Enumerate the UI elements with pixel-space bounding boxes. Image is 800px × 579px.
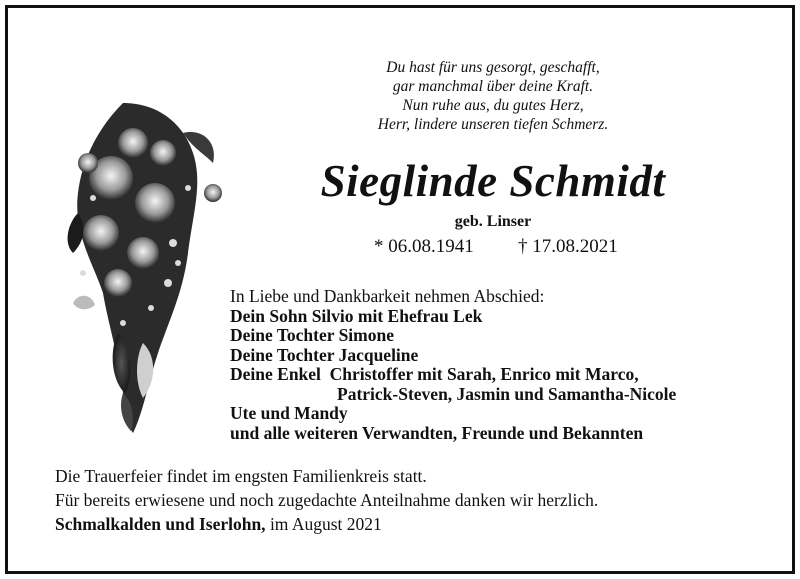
mourners-intro: In Liebe und Dankbarkeit nehmen Abschied: bbox=[230, 286, 545, 306]
mourner-line: Deine Enkel Christoffer mit Sarah, Enrico mit Marco, bbox=[230, 364, 639, 384]
maiden-name: geb. Linser bbox=[454, 213, 532, 230]
poem-line: Herr, lindere unseren tiefen Schmerz. bbox=[377, 116, 609, 133]
poem-line: gar manchmal über deine Kraft. bbox=[392, 78, 594, 95]
poem-line: Du hast für uns gesorgt, geschafft, bbox=[386, 59, 600, 76]
mourners-list bbox=[230, 287, 676, 443]
mourner-line: Patrick-Steven, Jasmin und Samantha-Nicole bbox=[337, 383, 677, 404]
birth-date: * 06.08.1941 bbox=[374, 236, 474, 257]
mourner-line: Deine Tochter Jacqueline bbox=[230, 344, 419, 365]
funeral-notice: Die Trauerfeier findet im engsten Familienkreis statt. bbox=[55, 466, 427, 486]
mourner-line: und alle weiteren Verwandten, Freunde und Bekannten bbox=[230, 422, 644, 443]
flower-bouquet-icon bbox=[63, 93, 228, 438]
obituary-frame bbox=[5, 5, 795, 574]
mourner-line: Deine Tochter Simone bbox=[230, 325, 394, 345]
mourner-line: Dein Sohn Silvio mit Ehefrau Lek bbox=[230, 305, 483, 326]
date: im August 2021 bbox=[265, 514, 382, 534]
death-date: † 17.08.2021 bbox=[518, 236, 618, 257]
poem-line: Nun ruhe aus, du gutes Herz, bbox=[402, 97, 584, 114]
place-date bbox=[55, 512, 598, 536]
thanks-notice: Für bereits erwiesene und noch zugedachte Anteilnahme danken wir herzlich. bbox=[55, 490, 599, 510]
footer-notice bbox=[55, 464, 598, 536]
place: Schmalkalden und Iserlohn, bbox=[55, 514, 266, 534]
poem bbox=[308, 58, 678, 134]
mourner-line: Ute und Mandy bbox=[230, 403, 348, 423]
deceased-name: Sieglinde Schmidt bbox=[320, 156, 666, 206]
